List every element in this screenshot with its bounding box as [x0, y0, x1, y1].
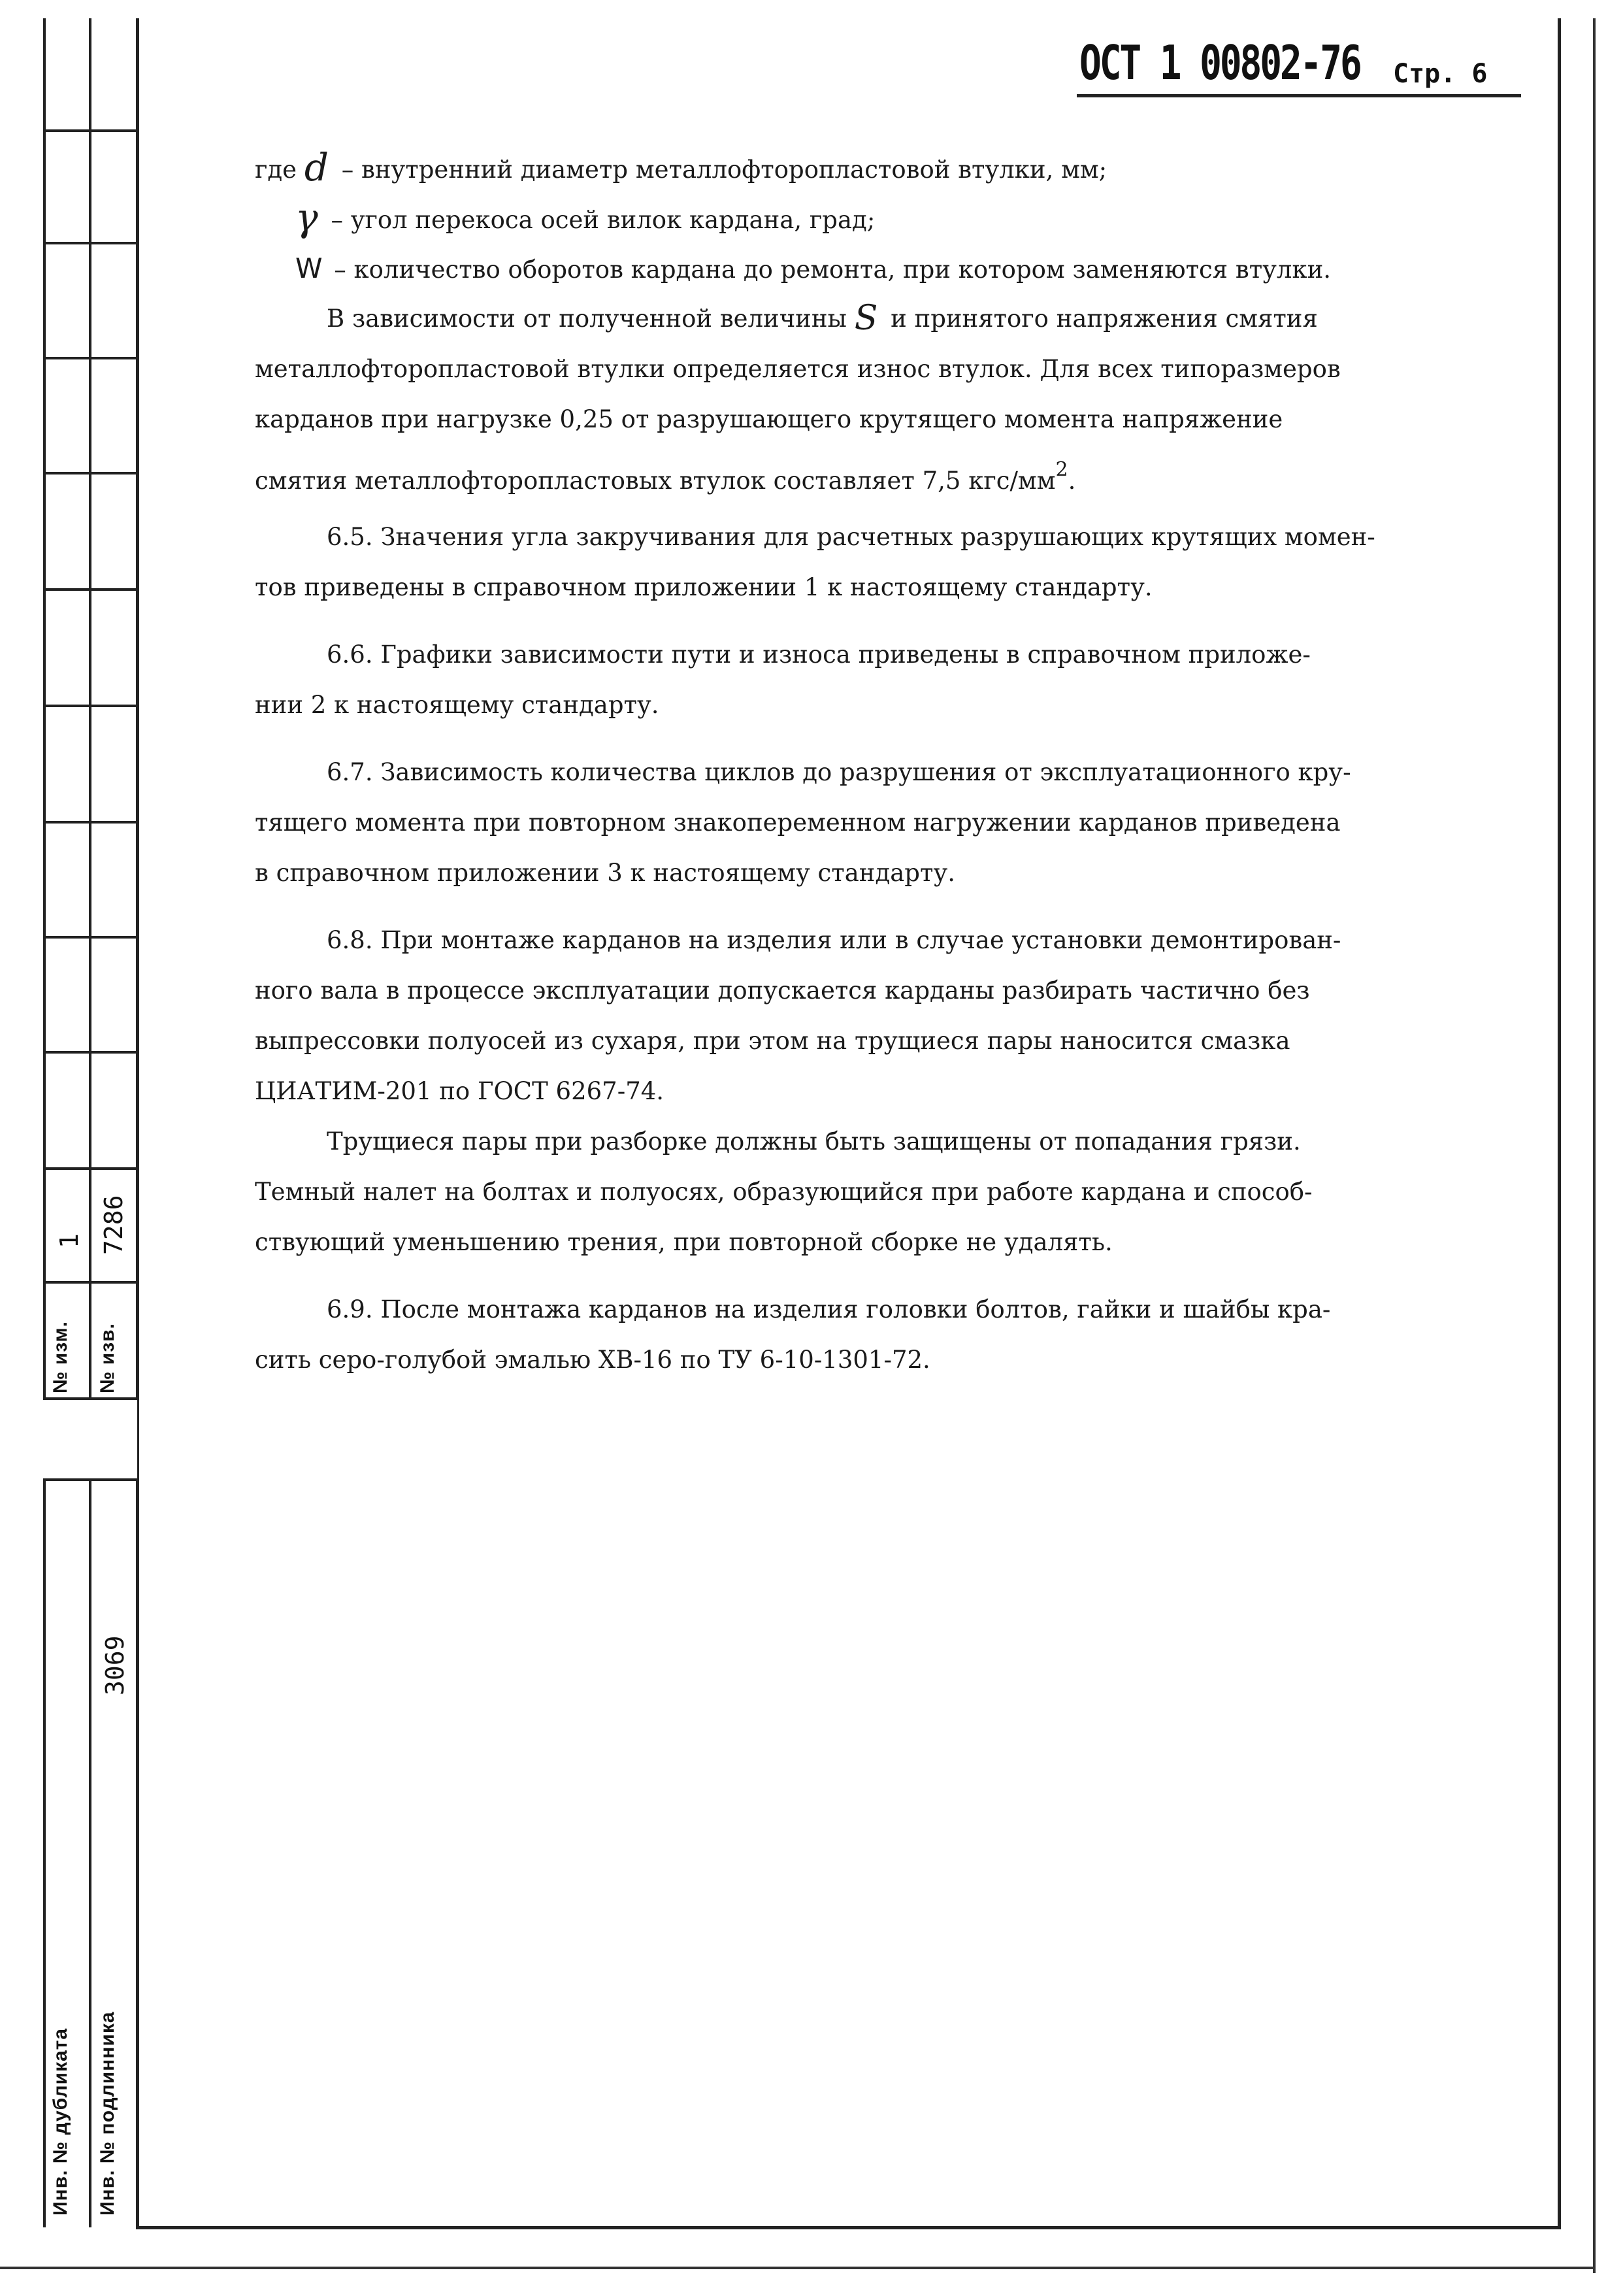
margin-cell-divider	[46, 472, 136, 474]
definition-w-text: – количество оборотов кардана до ремонта, при котором заменяются втулки.	[334, 256, 1331, 284]
margin-stamp-gap	[39, 1400, 137, 1480]
clause-6-6-line: нии 2 к настоящему стандарту.	[255, 691, 659, 719]
margin-cell-divider	[46, 705, 136, 707]
margin-cell-divider	[46, 1051, 136, 1054]
w-symbol: W	[295, 252, 323, 284]
margin-border-outer	[43, 18, 46, 2227]
paragraph-wear-line: металлофторопластовой втулки определяется износ втулок. Для всех типоразмеров	[255, 355, 1341, 383]
clause-6-7-line: в справочном приложении 3 к настоящему стандарту.	[255, 859, 955, 887]
paragraph-wear-line: карданов при нагрузке 0,25 от разрушающего крутящего момента напряжение	[255, 405, 1283, 433]
margin-cell-divider	[46, 357, 136, 359]
document-code: ОСТ 1 00802-76	[1079, 35, 1360, 90]
clause-6-7-line: тящего момента при повторном знакопеременном нагружении карданов приведена	[255, 808, 1341, 837]
definition-gamma-text: – угол перекоса осей вилок кардана, град;	[331, 206, 876, 234]
change-number-value: 1	[55, 1233, 84, 1248]
margin-cell-divider	[46, 242, 136, 244]
page-number: Стр. 6	[1393, 59, 1488, 89]
clause-6-8-note-line: Трущиеся пары при разборке должны быть защищены от попадания грязи.	[327, 1127, 1301, 1156]
clause-6-8-line: 6.8. При монтаже карданов на изделия или в случае установки демонтирован-	[327, 926, 1341, 954]
clause-6-9-line: 6.9. После монтажа карданов на изделия головки болтов, гайки и шайбы кра-	[327, 1295, 1331, 1323]
definition-intro: где	[255, 156, 297, 184]
superscript: 2	[1055, 458, 1068, 481]
s-symbol: S	[854, 299, 878, 338]
clause-6-5-line: 6.5. Значения угла закручивания для расчетных разрушающих крутящих момен-	[327, 523, 1375, 551]
margin-cell-divider	[46, 1397, 136, 1400]
original-inventory-value: 3069	[101, 1635, 129, 1695]
notice-number-label: № изв.	[97, 1323, 118, 1393]
document-body	[255, 142, 1483, 1385]
clause-6-8-line: выпрессовки полуосей из сухаря, при этом на трущиеся пары наносится смазка	[255, 1027, 1290, 1055]
definition-w	[255, 243, 1483, 293]
margin-cell-divider	[46, 1167, 136, 1170]
d-symbol: d	[304, 145, 329, 190]
sheet-edge-bottom	[0, 2267, 1596, 2269]
document-header	[1077, 35, 1521, 97]
notice-number-value: 7286	[99, 1195, 128, 1255]
clause-6-8-line: ного вала в процессе эксплуатации допускается карданы разбирать частично без	[255, 976, 1310, 1005]
paragraph-wear-line	[255, 293, 1483, 344]
paragraph-wear-line	[255, 444, 1483, 495]
clause-6-9-line: сить серо-голубой эмалью ХВ-16 по ТУ 6-10-1301-72.	[255, 1346, 930, 1374]
margin-stamp-divider	[43, 1478, 139, 1481]
paragraph-text: и принятого напряжения смятия	[891, 305, 1318, 333]
definition-d	[255, 142, 1483, 193]
paragraph-text: В зависимости от полученной величины	[327, 305, 847, 333]
margin-cell-divider	[46, 588, 136, 591]
duplicate-inventory-label: Инв. № дубликата	[50, 2027, 71, 2216]
original-inventory-label: Инв. № подлинника	[97, 2011, 118, 2216]
paragraph-text: смятия металлофторопластовых втулок составляет 7,5 кгс/мм	[255, 467, 1056, 495]
paragraph-text: .	[1068, 467, 1076, 495]
clause-6-8-note-line: ствующий уменьшению трения, при повторной сборке не удалять.	[255, 1228, 1113, 1256]
definition-d-text: – внутренний диаметр металлофторопластовой втулки, мм;	[341, 156, 1107, 184]
clause-6-6-line: 6.6. Графики зависимости пути и износа приведены в справочном приложе-	[327, 641, 1311, 669]
margin-cell-divider	[46, 129, 136, 132]
clause-6-8-note-line: Темный налет на болтах и полуосях, образующийся при работе кардана и способ-	[255, 1178, 1313, 1206]
margin-cell-divider	[46, 936, 136, 939]
clause-6-7-line: 6.7. Зависимость количества циклов до разрушения от эксплуатационного кру-	[327, 758, 1351, 786]
sheet-edge-right	[1593, 18, 1596, 2273]
margin-border-middle	[89, 18, 91, 2227]
definition-gamma	[255, 193, 1483, 243]
margin-cell-divider	[46, 1281, 136, 1284]
margin-cell-divider	[46, 821, 136, 824]
gamma-symbol: γ	[295, 195, 318, 240]
clause-6-8-line: ЦИАТИМ-201 по ГОСТ 6267-74.	[255, 1077, 664, 1105]
change-number-label: № изм.	[50, 1321, 71, 1393]
clause-6-5-line: тов приведены в справочном приложении 1 к настоящему стандарту.	[255, 573, 1153, 601]
